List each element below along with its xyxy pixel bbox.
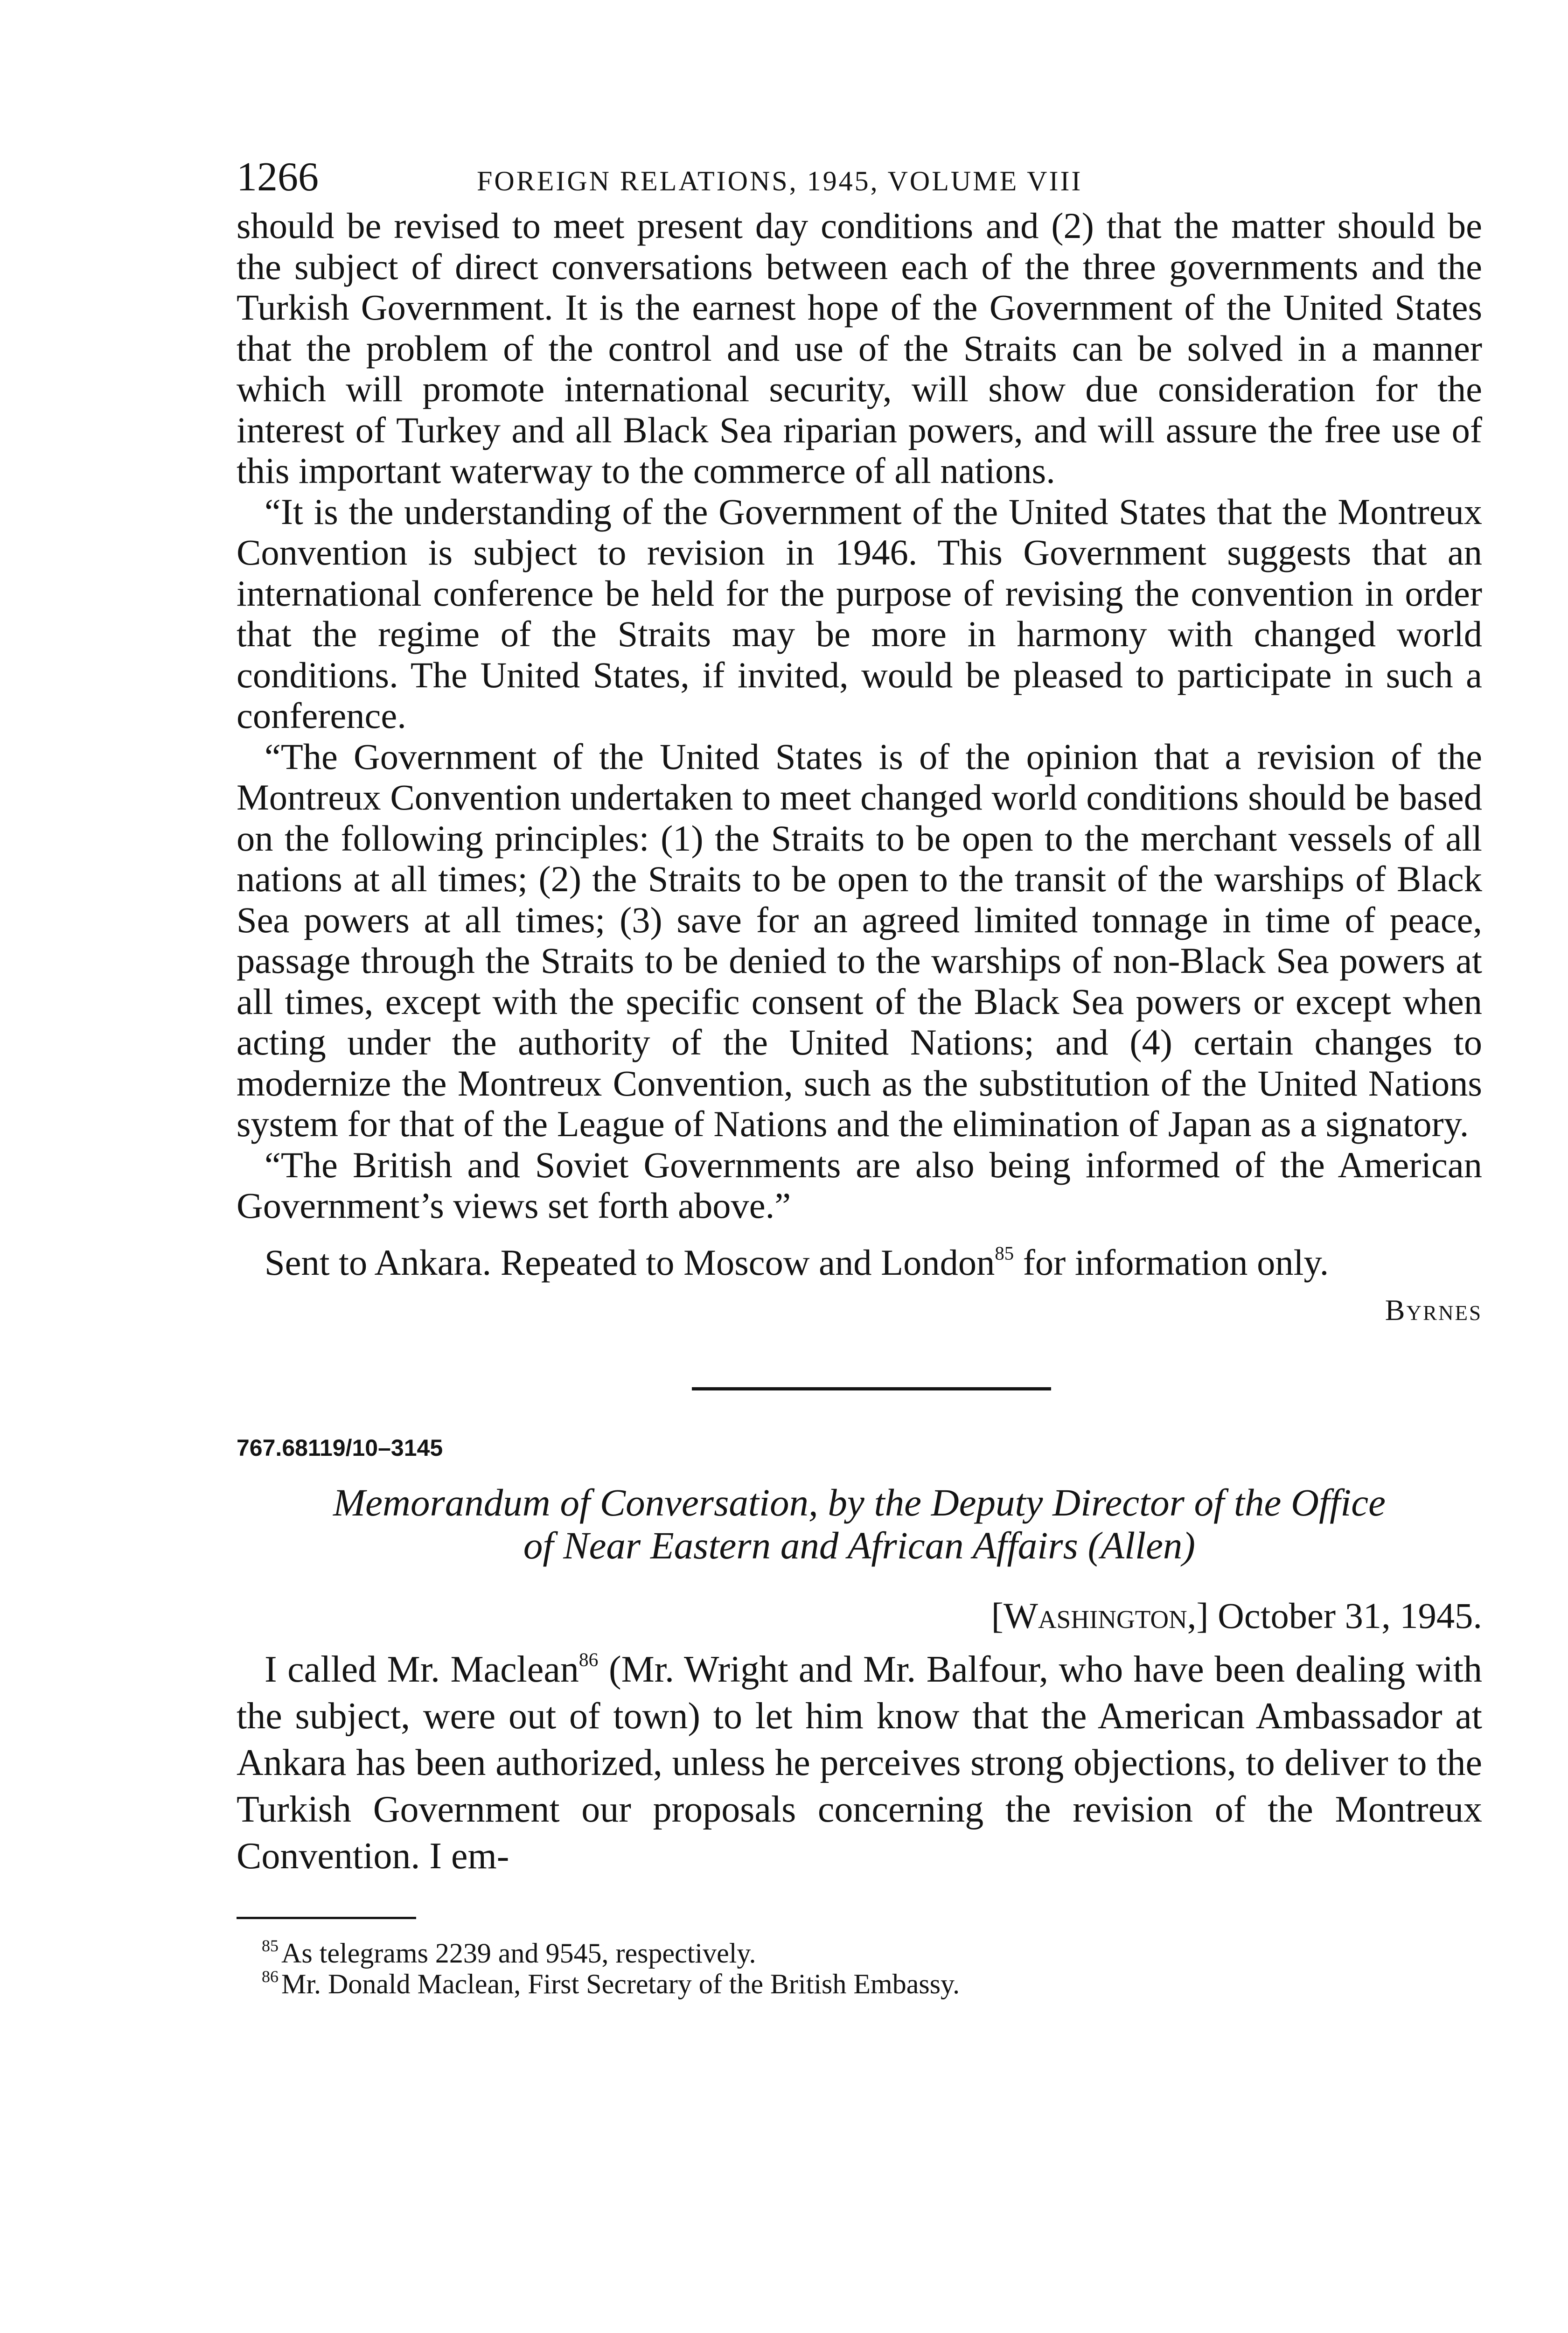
memo-text-rest: (Mr. Wright and Mr. Balfour, who have been dealing with the subject, were out of town) to let him know that the American Ambassador at Ankara has been authorized, unless he perceives strong objections, to deliver to the Turkish Government our proposals concerning the revision of the Montreux Convention. I em- — [237, 1649, 1482, 1877]
quote-paragraph-3: “The Government of the United States is of the opinion that a revision of the Montreux Convention undertaken to meet changed world conditions should be based on the following principles: (1) the Straits to be open to the merchant vessels of all nations at all times; (2) the Straits to be open to the transit of the warships of Black Sea powers at all times; (3) save for an agreed limited tonnage in time of peace, passage through the Straits to be denied to the warships of non-Black Sea powers at all times, except with the specific consent of the Black Sea powers or except when acting under the authority of the United Nations; and (4) certain changes to modernize the Montreux Convention, such as the substitution of the United Nations system for that of the League of Nations and the elimination of Japan as a signatory. — [237, 736, 1482, 1144]
document-title-line-1: Memorandum of Conversation, by the Deputy Director of the Office — [333, 1481, 1386, 1524]
document-page — [237, 154, 1482, 1999]
footnote-text: Mr. Donald Maclean, First Secretary of the British Embassy. — [281, 1969, 960, 1999]
footnote-85 — [262, 1938, 1482, 1969]
section-divider — [692, 1387, 1051, 1390]
document-title-line-2: of Near Eastern and African Affairs (Allen) — [523, 1524, 1196, 1567]
dateline — [237, 1595, 1482, 1637]
transmission-note-tail: for information only. — [1014, 1242, 1329, 1283]
running-head — [237, 154, 1482, 205]
page-number: 1266 — [237, 154, 319, 200]
footnotes — [237, 1938, 1482, 1999]
file-reference: 767.68119/10–3145 — [237, 1435, 443, 1461]
footnote-marker: 85 — [262, 1936, 279, 1955]
document-title — [237, 1481, 1482, 1567]
memo-text-start: I called Mr. Maclean — [265, 1649, 579, 1690]
memo-paragraph — [237, 1646, 1482, 1879]
footnote-ref-86: 86 — [578, 1648, 599, 1670]
footnote-ref-85: 85 — [995, 1242, 1014, 1264]
continued-quotation — [237, 205, 1482, 1226]
dateline-date: October 31, 1945. — [1208, 1595, 1482, 1636]
signature: Byrnes — [1385, 1293, 1482, 1327]
footnote-86 — [262, 1969, 1482, 1999]
footnote-text: As telegrams 2239 and 9545, respectively. — [281, 1938, 756, 1969]
transmission-note-text: Sent to Ankara. Repeated to Moscow and London — [265, 1242, 995, 1283]
quote-paragraph-4: “The British and Soviet Governments are also being informed of the American Government’s views set forth above.” — [237, 1144, 1482, 1226]
running-head-title: FOREIGN RELATIONS, 1945, VOLUME VIII — [477, 166, 1083, 196]
dateline-place: [Washington,] — [991, 1595, 1209, 1636]
quote-paragraph-1: should be revised to meet present day conditions and (2) that the matter should be the subject of direct conversations between each of the three governments and the Turkish Government. It is the earnest hope of the Government of the United States that the problem of the control and use of the Straits can be solved in a manner which will promote international security, will show due consideration for the interest of Turkey and all Black Sea riparian powers, and will assure the free use of this important waterway to the commerce of all nations. — [237, 205, 1482, 491]
footnote-marker: 86 — [262, 1967, 279, 1986]
quote-paragraph-2: “It is the understanding of the Government of the United States that the Montreux Convention is subject to revision in 1946. This Government suggests that an international conference be held for the purpose of revising the convention in order that the regime of the Straits may be more in harmony with changed world conditions. The United States, if invited, would be pleased to participate in such a conference. — [237, 491, 1482, 736]
transmission-note — [237, 1242, 1482, 1283]
footnote-divider — [237, 1917, 416, 1919]
